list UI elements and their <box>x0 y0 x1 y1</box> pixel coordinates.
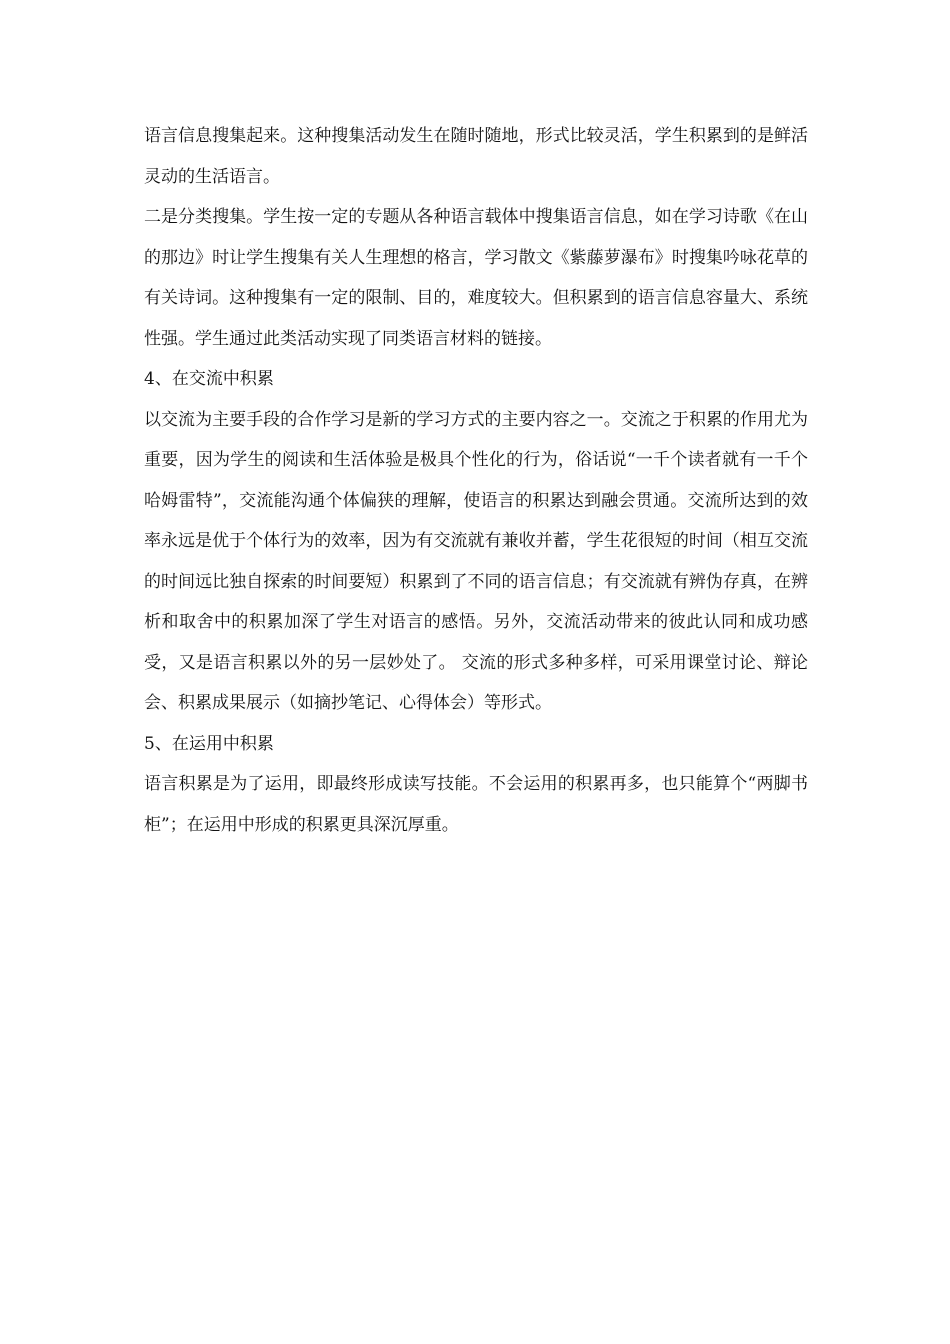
section-heading-exchange: 4、在交流中积累 <box>144 369 274 389</box>
paragraph-application: 语言积累是为了运用，即最终形成读写技能。不会运用的积累再多，也只能算个“两脚书柜”；在运用中形成的积累更具深沉厚重。 <box>144 774 808 835</box>
document-body <box>144 116 808 845</box>
paragraph-collection-intro: 语言信息搜集起来。这种搜集活动发生在随时随地，形式比较灵活，学生积累到的是鲜活灵动的生活语言。 <box>144 126 808 187</box>
paragraph-exchange: 以交流为主要手段的合作学习是新的学习方式的主要内容之一。交流之于积累的作用尤为重要，因为学生的阅读和生活体验是极具个性化的行为，俗话说“一千个读者就有一千个哈姆雷特”，交流能沟通个体偏狭的理解，使语言的积累达到融会贯通。交流所达到的效率永远是优于个体行为的效率，因为有交流就有兼收并蓄，学生花很短的时间（相互交流的时间远比独自探索的时间要短）积累到了不同的语言信息；有交流就有辨伪存真，在辨析和取舍中的积累加深了学生对语言的感悟。另外，交流活动带来的彼此认同和成功感受，又是语言积累以外的另一层妙处了。 交流的形式多种多样，可采用课堂讨论、辩论会、积累成果展示（如摘抄笔记、心得体会）等形式。 <box>144 409 808 713</box>
paragraph-category-collection: 二是分类搜集。学生按一定的专题从各种语言载体中搜集语言信息，如在学习诗歌《在山的那边》时让学生搜集有关人生理想的格言，学习散文《紫藤萝瀑布》时搜集吟咏花草的有关诗词。这种搜集有一定的限制、目的，难度较大。但积累到的语言信息容量大、系统性强。学生通过此类活动实现了同类语言材料的链接。 <box>144 207 808 349</box>
section-heading-application: 5、在运用中积累 <box>144 733 274 754</box>
